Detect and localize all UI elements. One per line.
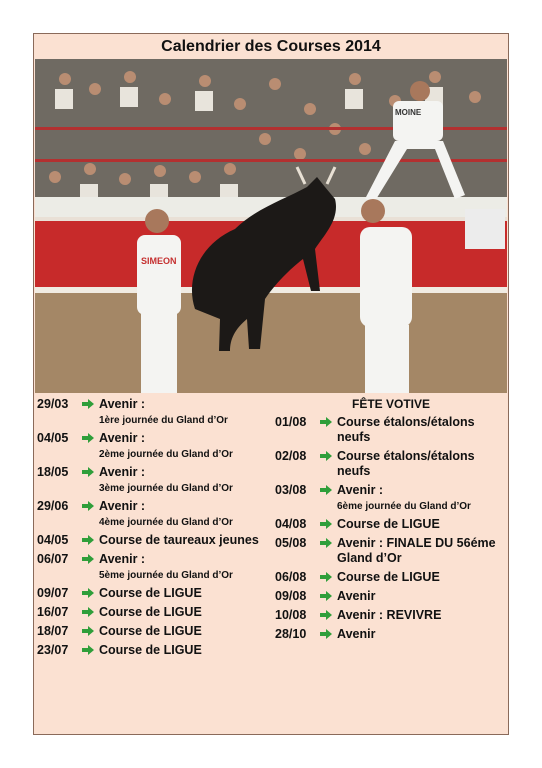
event-title: Avenir : [99, 431, 146, 445]
event-info [99, 624, 273, 639]
calendar-row [37, 431, 273, 461]
calendar-row [275, 449, 507, 479]
calendar-row [37, 605, 273, 620]
arrow-right-icon [77, 431, 99, 443]
calendar-row [37, 533, 273, 548]
event-title: Avenir [337, 627, 376, 641]
event-subtitle: 6ème journée du Gland d’Or [337, 501, 471, 512]
event-date: 09/07 [37, 586, 69, 600]
event-date: 05/08 [275, 536, 307, 550]
event-title: Course de taureaux jeunes [99, 533, 259, 547]
calendar-row [37, 643, 273, 658]
calendar-row [37, 397, 273, 427]
arrow-right-icon [315, 483, 337, 495]
event-subtitle: 2ème journée du Gland d’Or [99, 449, 233, 460]
event-date: 10/08 [275, 608, 307, 622]
event-title: Avenir [337, 589, 376, 603]
event-info [337, 589, 507, 604]
poster-title: Calendrier des Courses 2014 [161, 38, 381, 55]
event-date: 28/10 [275, 627, 307, 641]
event-date: 09/08 [275, 589, 307, 603]
arrow-right-icon [77, 533, 99, 545]
event-date: 03/08 [275, 483, 307, 497]
event-info [337, 608, 507, 623]
event-info [99, 643, 273, 658]
event-info [337, 536, 507, 566]
shirt-top-label: MOINE [395, 108, 422, 117]
arrow-right-icon [77, 397, 99, 409]
arrow-right-icon [315, 627, 337, 639]
event-info [337, 449, 507, 479]
calendar-column-right [275, 397, 507, 646]
arrow-right-icon [77, 499, 99, 511]
event-title: Course étalons/étalons neufs [337, 415, 475, 444]
event-title: Avenir : [337, 483, 384, 497]
arrow-right-icon [315, 449, 337, 461]
calendar-row [275, 483, 507, 513]
event-info [337, 483, 507, 513]
arrow-right-icon [77, 552, 99, 564]
arrow-right-icon [77, 586, 99, 598]
fete-votive-heading: FÊTE VOTIVE [351, 397, 430, 411]
event-title: Avenir : [99, 465, 146, 479]
arrow-right-icon [77, 465, 99, 477]
calendar-row [275, 517, 507, 532]
event-date: 18/05 [37, 465, 69, 479]
event-date: 04/05 [37, 431, 69, 445]
calendar-row [37, 552, 273, 582]
event-title: Avenir : REVIVRE [337, 608, 442, 622]
event-date: 01/08 [275, 415, 307, 429]
arrow-right-icon [77, 643, 99, 655]
event-title: Course de LIGUE [99, 624, 202, 638]
event-info [99, 605, 273, 620]
event-info [99, 586, 273, 601]
arena-photo [35, 59, 507, 393]
calendar-row [37, 465, 273, 495]
event-title: Course de LIGUE [337, 570, 440, 584]
event-info [337, 627, 507, 642]
event-title: Avenir : [99, 397, 146, 411]
calendar-row [37, 499, 273, 529]
event-title: Course de LIGUE [337, 517, 440, 531]
event-info [99, 465, 273, 495]
arrow-right-icon [315, 570, 337, 582]
calendar-row [37, 624, 273, 639]
event-subtitle: 3ème journée du Gland d’Or [99, 483, 233, 494]
event-title: Course de LIGUE [99, 643, 202, 657]
arrow-right-icon [77, 605, 99, 617]
event-title: Avenir : FINALE DU 56éme Gland d’Or [337, 536, 496, 565]
arrow-right-icon [315, 415, 337, 427]
calendar-row [37, 586, 273, 601]
event-date: 06/07 [37, 552, 69, 566]
poster [33, 33, 509, 735]
event-date: 16/07 [37, 605, 69, 619]
shirt-left-label: SIMEON [141, 256, 177, 266]
calendar-row [275, 627, 507, 642]
event-info [99, 552, 273, 582]
event-info [99, 397, 273, 427]
event-info [337, 570, 507, 585]
event-date: 02/08 [275, 449, 307, 463]
calendar-column-left [37, 397, 273, 662]
event-date: 04/05 [37, 533, 69, 547]
event-date: 29/03 [37, 397, 69, 411]
event-date: 29/06 [37, 499, 69, 513]
event-info [337, 517, 507, 532]
event-title: Course de LIGUE [99, 605, 202, 619]
arrow-right-icon [315, 517, 337, 529]
calendar-row [275, 589, 507, 604]
arrow-right-icon [315, 589, 337, 601]
event-info [99, 499, 273, 529]
event-info [99, 533, 273, 548]
event-title: Avenir : [99, 499, 146, 513]
event-info [337, 415, 507, 445]
arrow-right-icon [315, 608, 337, 620]
calendar-row [275, 608, 507, 623]
calendar-row [275, 415, 507, 445]
event-date: 04/08 [275, 517, 307, 531]
event-date: 06/08 [275, 570, 307, 584]
event-subtitle: 1ère journée du Gland d’Or [99, 415, 228, 426]
event-info [99, 431, 273, 461]
calendar-row [275, 570, 507, 585]
event-date: 18/07 [37, 624, 69, 638]
event-title: Course de LIGUE [99, 586, 202, 600]
event-date: 23/07 [37, 643, 69, 657]
arrow-right-icon [315, 536, 337, 548]
arrow-right-icon [77, 624, 99, 636]
event-subtitle: 5ème journée du Gland d’Or [99, 570, 233, 581]
event-title: Course étalons/étalons neufs [337, 449, 475, 478]
event-subtitle: 4ème journée du Gland d’Or [99, 517, 233, 528]
calendar-row [275, 536, 507, 566]
event-title: Avenir : [99, 552, 146, 566]
